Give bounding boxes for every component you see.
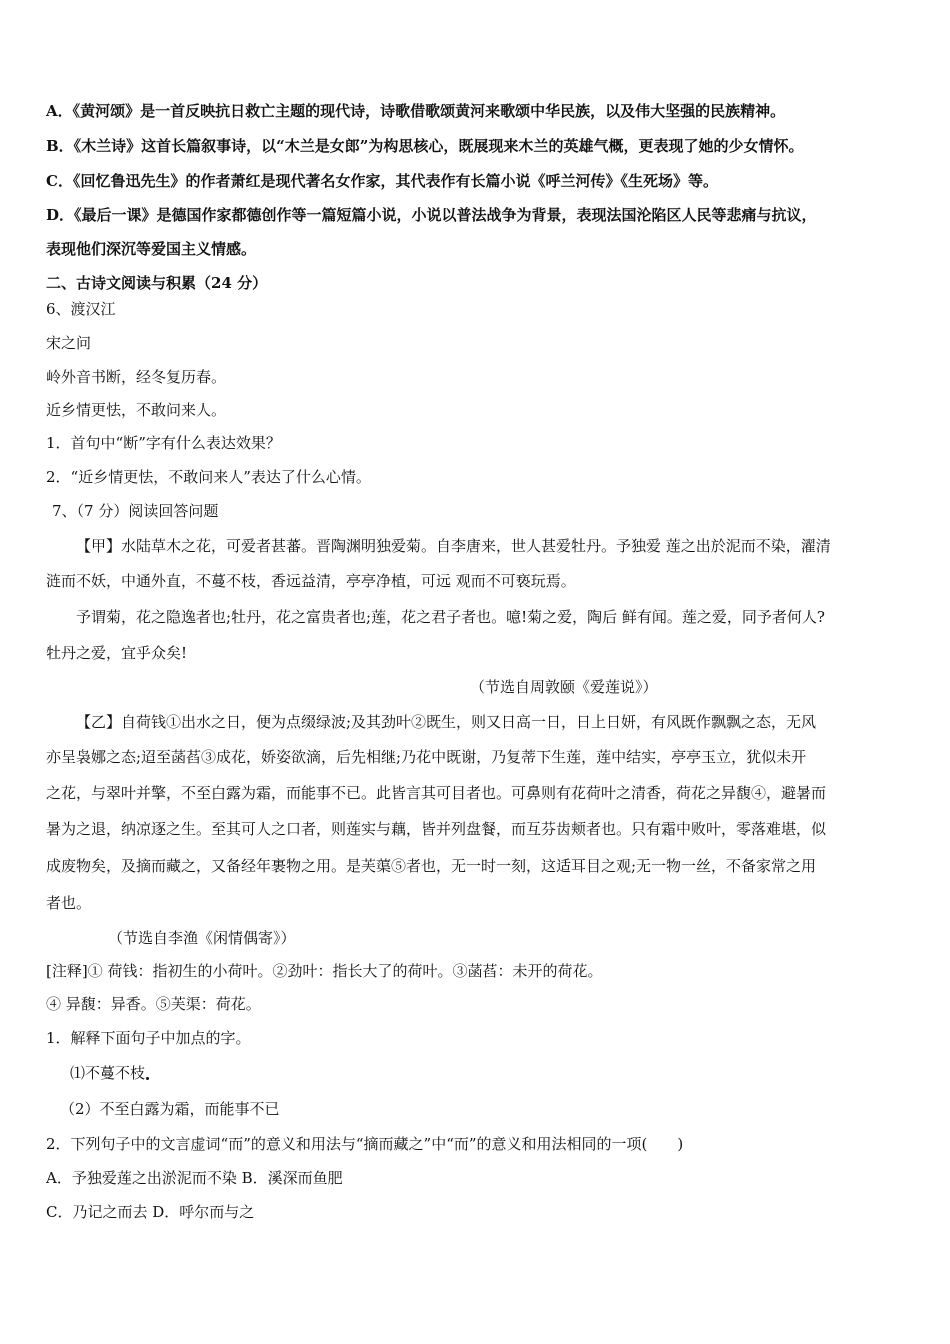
jia-line2: 涟而不妖，中通外直，不蔓不枝，香远益清，亭亭净植，可远 观而不可亵玩焉。 (46, 572, 576, 590)
q7-sub1: 1．解释下面句子中加点的字。 (46, 1029, 251, 1047)
yi-line2: 亦呈袅娜之态;迢至菡萏③成花，娇姿欲滴，后先相继;乃花中既谢，乃复蒂下生莲，莲中结实，亭亭玉立，犹似未开 (46, 748, 807, 766)
q7-options-cd: C．乃记之而去 D．呼尔而与之 (46, 1203, 255, 1221)
option-d-line2: 表现他们深沉等爱国主义情感。 (46, 240, 257, 258)
q6-title: 6、渡汉江 (46, 300, 116, 318)
q6-sub1: 1．首句中“断”字有什么表达效果？ (46, 434, 281, 452)
q6-author: 宋之问 (46, 334, 92, 352)
option-a: A．《黄河颂》是一首反映抗日救亡主题的现代诗，诗歌借歌颂黄河来歌颂中华民族，以及伟大坚强的民族精神。 (46, 102, 786, 120)
option-c: C．《回忆鲁迅先生》的作者萧红是现代著名女作家，其代表作有长篇小说《呼兰河传》《生死场》等。 (46, 172, 718, 190)
jia-line4: 牡丹之爱，宜乎众矣! (46, 644, 188, 662)
q7-title: 7、（7 分）阅读回答问题 (52, 502, 219, 520)
q7-sub2: 2．下列句子中的文言虚词“而”的意义和用法与“摘而藏之”中“而”的意义和用法相同的一项( ) (46, 1135, 684, 1153)
yi-source: （节选自李渔《闲情偶寄》） (108, 929, 296, 947)
option-d-line1: D．《最后一课》是德国作家都德创作等一篇短篇小说，小说以普法战争为背景，表现法国沦陷区人民等悲痛与抗议， (46, 206, 817, 224)
q7-sub1-item1 (70, 1062, 930, 1084)
annotation-line1: [注释]① 荷钱：指初生的小荷叶。②劲叶：指长大了的荷叶。③菡萏：未开的荷花。 (46, 962, 603, 980)
q7-options-ab: A．予独爱莲之出淤泥而不染 B．溪深而鱼肥 (46, 1169, 343, 1187)
yi-line6: 者也。 (46, 894, 92, 912)
option-b: B．《木兰诗》这首长篇叙事诗，以“木兰是女郎”为构思核心，既展现来木兰的英雄气概，更表现了她的少女情怀。 (46, 137, 804, 155)
yi-line1: 【乙】自荷钱①出水之日，便为点缀绿波;及其劲叶②既生，则又日高一日，日上日妍，有风既作飘飘之态，无风 (76, 713, 817, 731)
yi-line3: 之花，与翠叶并擎，不至白露为霜，而能事不已。此皆言其可目者也。可鼻则有花荷叶之清香，荷花之异馥④，避暑而 (46, 784, 827, 802)
jia-line1: 【甲】水陆草木之花，可爱者甚蕃。晋陶渊明独爱菊。自李唐来，世人甚爱牡丹。予独爱 莲之出於泥而不染，濯清 (76, 537, 831, 555)
q6-sub2: 2．“近乡情更怯，不敢问来人”表达了什么心情。 (46, 468, 371, 486)
q6-verse1: 岭外音书断，经冬复历春。 (46, 368, 227, 386)
section-heading: 二、古诗文阅读与积累（24 分） (46, 274, 268, 292)
yi-line5: 成废物矣，及摘而藏之，又备经年裹物之用。是芙蕖⑤者也，无一时一刻，这适耳目之观;无一物一丝，不备家常之用 (46, 857, 817, 875)
q7-sub1-item2: （2）不至白露为霜，而能事不已 (60, 1100, 280, 1118)
annotation-line2: ④ 异馥：异香。⑤芙渠：荷花。 (46, 995, 261, 1013)
yi-line4: 暑为之退，纳凉逐之生。至其可人之口者，则莲实与藕，皆并列盘餐，而互芬齿颊者也。只有霜中败叶，零落难堪，似 (46, 820, 827, 838)
q7-sub1-item1-text: ⑴不蔓不枝 (70, 1064, 146, 1082)
emphasis-dot (146, 1077, 149, 1080)
q6-verse2: 近乡情更怯，不敢问来人。 (46, 401, 227, 419)
jia-source: （节选自周敦颐《爱莲说》） (470, 678, 658, 696)
jia-line3: 予谓菊，花之隐逸者也;牡丹，花之富贵者也;莲，花之君子者也。噫!菊之爱，陶后 鲜有闻。莲之爱，同予者何人? (76, 608, 825, 626)
